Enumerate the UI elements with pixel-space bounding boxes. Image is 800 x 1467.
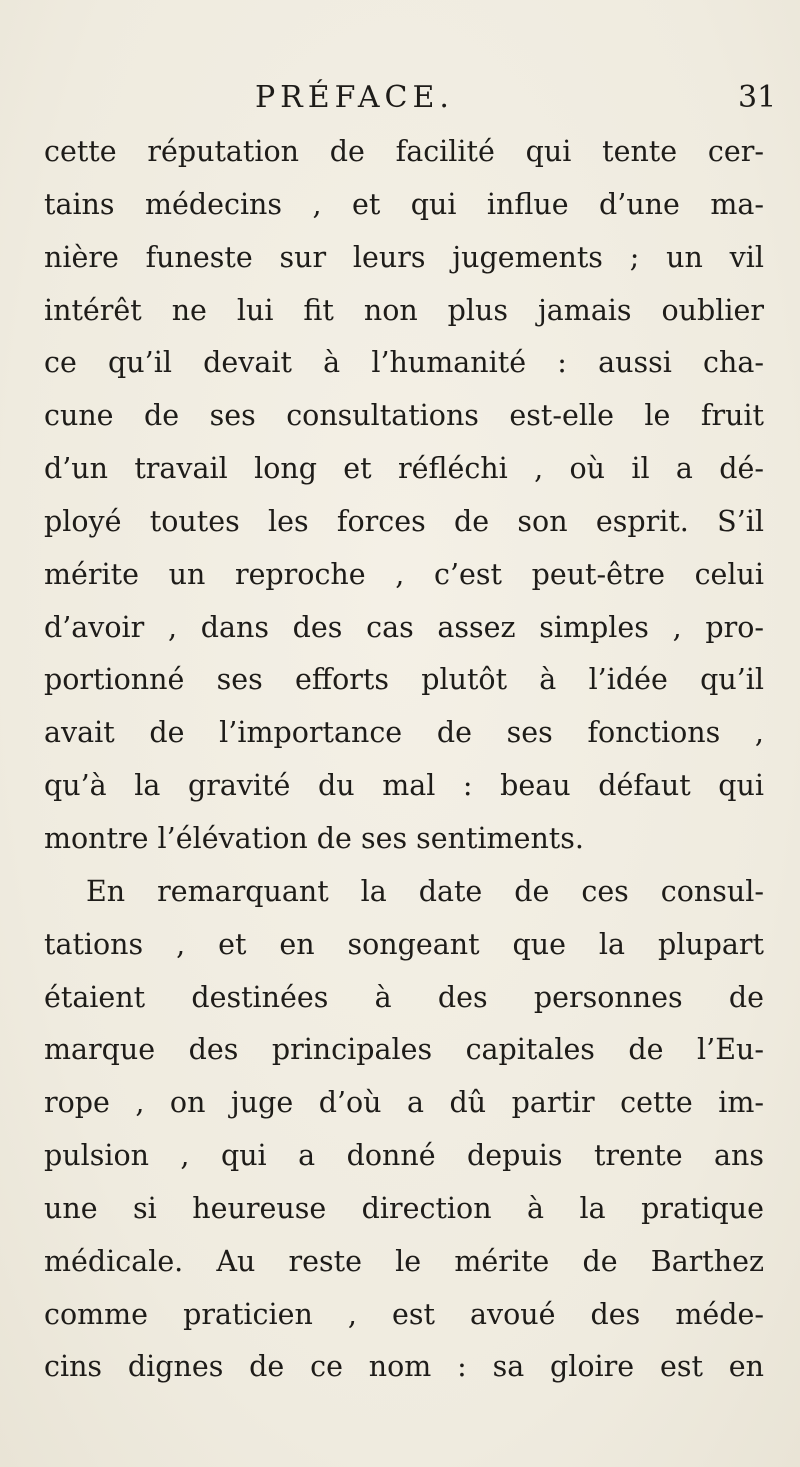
text-line: marque des principales capitales de l’Eu-: [44, 1033, 764, 1067]
text-line: médicale. Au reste le mérite de Barthez: [44, 1244, 764, 1278]
text-line: comme praticien , est avoué des méde-: [44, 1297, 764, 1331]
text-line: cette réputation de facilité qui tente cer-: [44, 135, 764, 168]
text-line: nière funeste sur leurs jugements ; un vil: [44, 240, 764, 274]
text-line: avait de l’importance de ses fonctions ,: [44, 716, 764, 750]
text-line: portionné ses efforts plutôt à l’idée qu’il: [44, 663, 764, 697]
text-line: ployé toutes les forces de son esprit. S’il: [44, 504, 764, 538]
text-line: intérêt ne lui fit non plus jamais oublier: [44, 293, 764, 327]
text-line: cins dignes de ce nom : sa gloire est en: [44, 1350, 764, 1384]
text-line: qu’à la gravité du mal : beau défaut qui: [44, 769, 764, 803]
text-line: une si heureuse direction à la pratique: [44, 1191, 764, 1225]
text-line: mérite un reproche , c’est peut-être celui: [44, 557, 764, 591]
running-head: [0, 76, 800, 120]
text-line: cune de ses consultations est-elle le fruit: [44, 399, 764, 433]
paragraph-end-line: montre l’élévation de ses sentiments.: [44, 821, 584, 855]
text-line: étaient destinées à des personnes de: [44, 980, 764, 1014]
text-line: rope , on juge d’où a dû partir cette im-: [44, 1086, 764, 1120]
text-line: tations , et en songeant que la plupart: [44, 927, 764, 961]
text-line: d’un travail long et réfléchi , où il a dé-: [44, 452, 764, 486]
text-line: d’avoir , dans des cas assez simples , pro-: [44, 610, 764, 644]
text-line: ce qu’il devait à l’humanité : aussi cha-: [44, 346, 764, 380]
running-head-title: PRÉFACE.: [255, 80, 454, 115]
body-text: [44, 126, 764, 1394]
text-line: pulsion , qui a donné depuis trente ans: [44, 1139, 764, 1173]
text-line: tains médecins , et qui influe d’une ma-: [44, 187, 764, 221]
page-number: 31: [738, 80, 777, 115]
paragraph-start-line: En remarquant la date de ces consul-: [86, 874, 764, 908]
